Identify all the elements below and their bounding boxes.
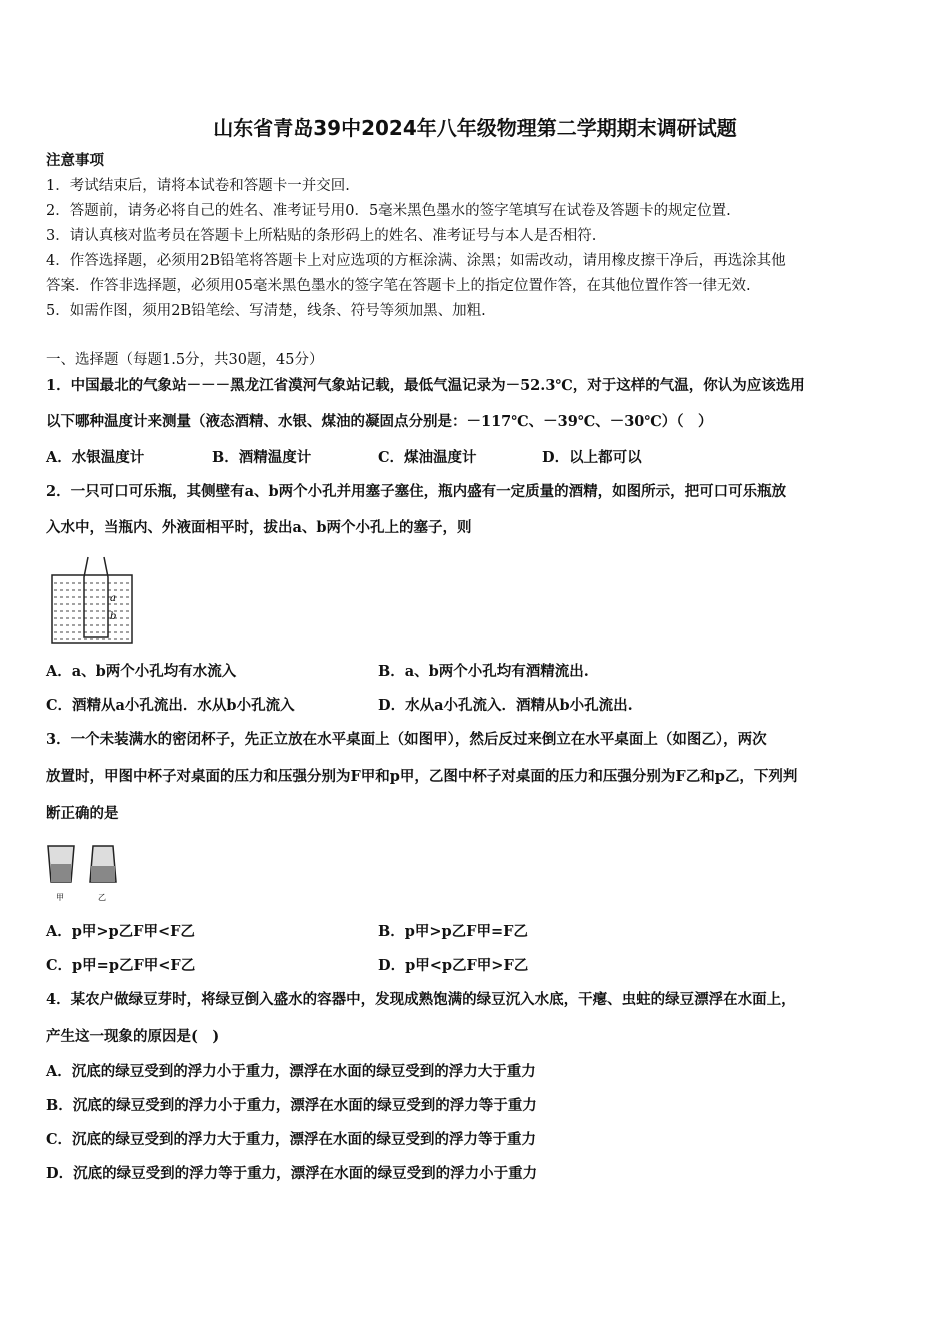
notice-line: 2．答题前，请务必将自己的姓名、准考证号用0．5毫米黑色墨水的签字笔填写在试卷及答题卡的规定位置. (46, 203, 731, 219)
q1-option-b: B．酒精温度计 (212, 449, 312, 466)
q1-option-a: A．水银温度计 (46, 449, 145, 466)
q4-option-b: B．沉底的绿豆受到的浮力小于重力，漂浮在水面的绿豆受到的浮力等于重力 (46, 1097, 537, 1114)
q2-option-b: B．a、b两个小孔均有酒精流出. (378, 663, 589, 680)
q4-option-d: D．沉底的绿豆受到的浮力等于重力，漂浮在水面的绿豆受到的浮力小于重力 (46, 1165, 538, 1182)
q4-option-a: A．沉底的绿豆受到的浮力小于重力，漂浮在水面的绿豆受到的浮力大于重力 (46, 1063, 536, 1080)
q3-option-a: A．p甲>p乙F甲<F乙 (46, 923, 195, 940)
cups-figure (46, 842, 118, 904)
notice-line: 1．考试结束后，请将本试卷和答题卡一并交回. (46, 178, 350, 194)
q1-option-d: D．以上都可以 (542, 449, 642, 466)
bottle-in-water-figure (48, 555, 138, 647)
question-4-line: 产生这一现象的原因是( ) (46, 1028, 220, 1045)
notice-heading: 注意事项 (46, 152, 104, 169)
page-title: 山东省青岛39中2024年八年级物理第二学期期末调研试题 (213, 116, 737, 140)
q2-option-c: C．酒精从a小孔流出．水从b小孔流入 (46, 697, 295, 714)
notice-line: 答案．作答非选择题，必须用05毫米黑色墨水的签字笔在答题卡上的指定位置作答，在其他位置作答一律无效. (46, 278, 751, 294)
q2-option-d: D．水从a小孔流入．酒精从b小孔流出. (378, 697, 633, 714)
notice-line: 3．请认真核对监考员在答题卡上所粘贴的条形码上的姓名、准考证号与本人是否相符. (46, 228, 597, 244)
question-1-line: 以下哪种温度计来测量（液态酒精、水银、煤油的凝固点分别是：－117℃、－39℃、－30℃）（ ） (46, 413, 713, 430)
label-a: a (110, 593, 116, 604)
label-jia: 甲 (56, 893, 64, 902)
question-4-line: 4．某农户做绿豆芽时，将绿豆倒入盛水的容器中，发现成熟饱满的绿豆沉入水底，干瘪、虫蛀的绿豆漂浮在水面上， (46, 991, 796, 1008)
q3-option-c: C．p甲=p乙F甲<F乙 (46, 957, 196, 974)
question-1-line: 1．中国最北的气象站－－－黑龙江省漠河气象站记载，最低气温记录为－52.3℃，对于这样的气温，你认为应该选用 (46, 377, 805, 394)
label-yi: 乙 (98, 893, 106, 902)
question-2-line: 入水中，当瓶内、外液面相平时，拔出a、b两个小孔上的塞子，则 (46, 519, 472, 536)
q1-option-c: C．煤油温度计 (378, 449, 477, 466)
question-3-line: 3．一个未装满水的密闭杯子，先正立放在水平桌面上（如图甲），然后反过来倒立在水平桌面上（如图乙），两次 (46, 731, 767, 748)
label-b: b (110, 611, 117, 622)
question-2-line: 2．一只可口可乐瓶，其侧壁有a、b两个小孔并用塞子塞住，瓶内盛有一定质量的酒精，如图所示，把可口可乐瓶放 (46, 483, 787, 500)
q3-option-b: B．p甲>p乙F甲=F乙 (378, 923, 528, 940)
notice-line: 4．作答选择题，必须用2B铅笔将答题卡上对应选项的方框涂满、涂黑；如需改动，请用橡皮擦干净后，再选涂其他 (46, 253, 786, 269)
question-3-line: 放置时，甲图中杯子对桌面的压力和压强分别为F甲和p甲，乙图中杯子对桌面的压力和压强分别为F乙和p乙，下列判 (46, 768, 798, 785)
question-3-line: 断正确的是 (46, 805, 119, 822)
q4-option-c: C．沉底的绿豆受到的浮力大于重力，漂浮在水面的绿豆受到的浮力等于重力 (46, 1131, 537, 1148)
section-heading: 一、选择题（每题1.5分，共30题，45分） (46, 352, 324, 368)
q3-option-d: D．p甲<p乙F甲>F乙 (378, 957, 529, 974)
notice-line: 5．如需作图，须用2B铅笔绘、写清楚，线条、符号等须加黑、加粗. (46, 303, 486, 319)
q2-option-a: A．a、b两个小孔均有水流入 (46, 663, 237, 680)
